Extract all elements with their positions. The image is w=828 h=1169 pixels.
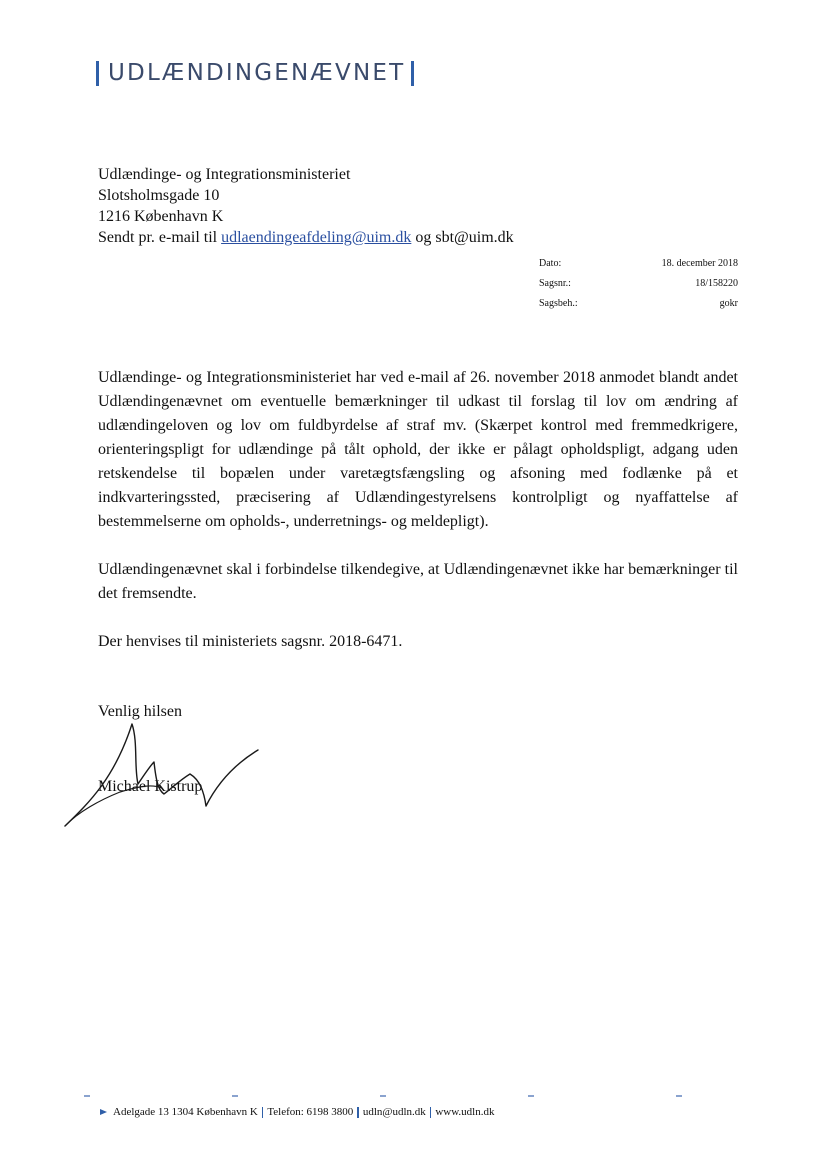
signature-scribble [60, 722, 270, 832]
footer-email: udln@udln.dk [362, 1106, 426, 1118]
logo-bar-right [411, 61, 414, 86]
footer-phone: Telefon: 6198 3800 [267, 1106, 354, 1118]
arrow-right-icon [100, 1109, 107, 1115]
meta-row-date [539, 254, 738, 274]
meta-label: Sagsnr.: [539, 278, 571, 289]
footer-separator [357, 1107, 359, 1118]
meta-label: Dato: [539, 258, 562, 269]
meta-value: 18. december 2018 [661, 258, 738, 269]
closing-greeting: Venlig hilsen [98, 703, 182, 720]
logo [96, 60, 414, 86]
body-paragraph-3: Der henvises til ministeriets sagsnr. 2018-6471. [98, 633, 403, 650]
signer-name: Michael Kistrup [98, 778, 203, 795]
sent-prefix: Sendt pr. e-mail til [98, 229, 218, 246]
recipient-street: Slotsholmsgade 10 [98, 187, 220, 204]
meta-row-case-handler [539, 294, 738, 314]
letter-body [98, 366, 738, 700]
meta-row-case-number [539, 274, 738, 294]
body-paragraph-2: Udlændingenævnet skal i forbindelse tilkendegive, at Udlændingenævnet ikke har bemærkninger til det fremsendte. [98, 561, 738, 602]
sent-middle: og [415, 229, 432, 246]
footer [100, 1106, 495, 1118]
recipient-name: Udlændinge- og Integrationsministeriet [98, 166, 351, 183]
footer-address: Adelgade 13 1304 København K [113, 1106, 258, 1118]
recipient-address [98, 164, 514, 248]
meta-value: 18/158220 [695, 278, 738, 289]
logo-bar-left [96, 61, 99, 86]
email-link-uim[interactable]: udlaendingeafdeling@uim.dk [221, 229, 412, 246]
footer-separator [262, 1107, 264, 1118]
letter-meta [539, 254, 738, 314]
footer-dots [0, 1092, 828, 1100]
footer-separator [430, 1107, 432, 1118]
sent-line [98, 227, 514, 248]
meta-label: Sagsbeh.: [539, 298, 578, 309]
body-paragraph-1: Udlændinge- og Integrationsministeriet har ved e-mail af 26. november 2018 anmodet blandt andet Udlændingenævnet om eventuelle bemærkninger til udkast til forslag til lov om ændring af udlændingeloven og lov om fuldbyrdelse af straf mv. (Skærpet kontrol med fremmedkrigere, orienteringspligt for udlændinge på tålt ophold, der ikke er pålagt opholdspligt, adgang uden retskendelse til bopælen under varetægtsfængsling og afsoning med fodlænke på et indkvarteringssted, præcisering af Udlændingestyrelsens kontrolpligt og nyaffattelse af bestemmelserne om opholds-, underretnings- og meldepligt). [98, 369, 738, 530]
footer-web: www.udln.dk [435, 1106, 495, 1118]
meta-value: gokr [719, 298, 738, 309]
logo-text: UDLÆNDINGENÆVNET [108, 60, 406, 86]
recipient-city: 1216 København K [98, 208, 224, 225]
email-sbt: sbt@uim.dk [435, 229, 514, 246]
